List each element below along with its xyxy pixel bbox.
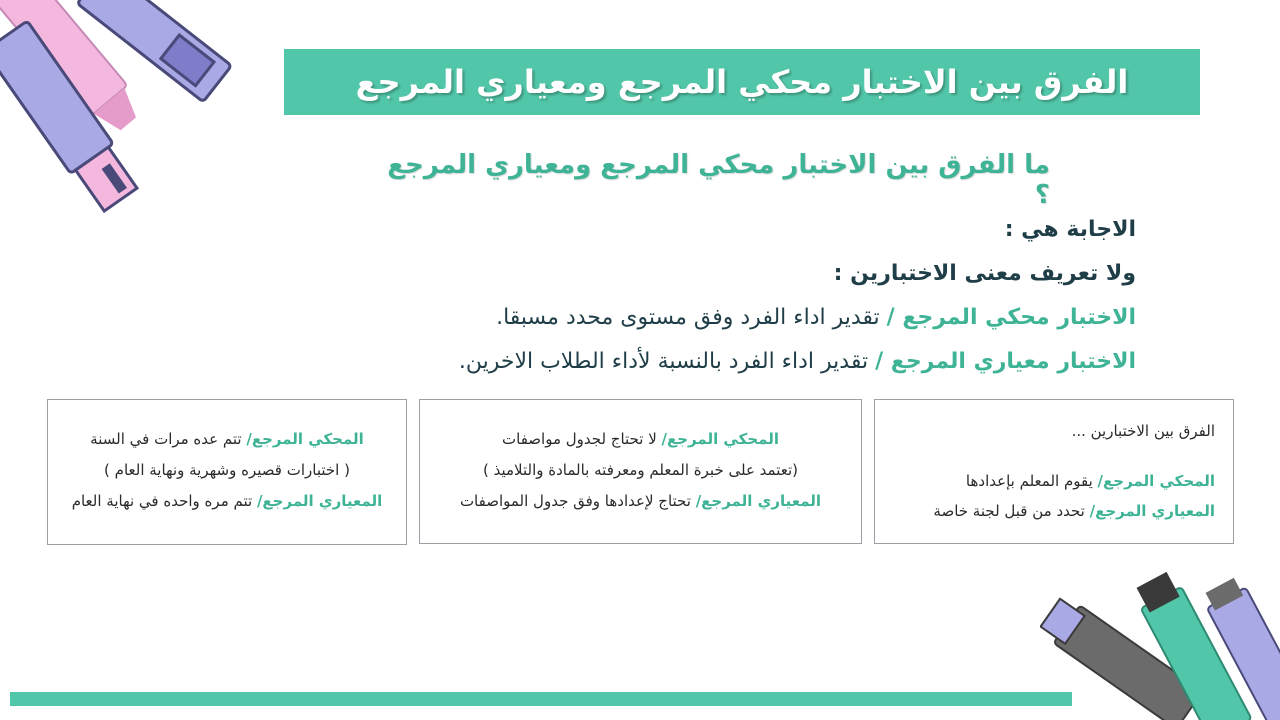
criterion-text: تقدير اداء الفرد وفق مستوى محدد مسبقا.: [496, 305, 887, 330]
card-heading: الفرق بين الاختبارين ...: [1071, 422, 1215, 440]
card-line-text: تحتاج لإعدادها وفق جدول المواصفات: [459, 492, 696, 510]
card-line-text: تتم مره واحده في نهاية العام: [71, 492, 257, 510]
norm-text: تقدير اداء الفرد بالنسبة لأداء الطلاب الاخرين.: [458, 349, 876, 374]
criterion-label: الاختبار محكي المرجع /: [886, 305, 1136, 330]
difference-card-specifications: [419, 399, 862, 544]
card-line-text: لا تحتاج لجدول مواصفات: [502, 430, 662, 448]
highlighter-markers-top-left: [0, 0, 260, 220]
highlighter-markers-bottom-right: [1040, 560, 1280, 720]
card-line-label: المحكي المرجع/: [661, 430, 779, 448]
title-banner: [284, 49, 1200, 115]
card-line-label: المحكي المرجع/: [1097, 472, 1215, 490]
card-line: [48, 424, 406, 455]
bottom-accent-bar: [10, 692, 1072, 706]
answer-intro: الاجابة هي :: [1004, 217, 1136, 242]
card-line-label: المعياري المرجع/: [1089, 502, 1215, 520]
card-line: [48, 486, 406, 517]
card-line-text: يقوم المعلم بإعدادها: [965, 472, 1098, 490]
card-line: [875, 466, 1215, 496]
norm-definition: [300, 340, 1136, 384]
card-line: (تعتمد على خبرة المعلم ومعرفته بالمادة والتلاميذ ): [482, 461, 799, 479]
card-line-text: تتم عده مرات في السنة: [90, 430, 247, 448]
criterion-definition: [300, 296, 1136, 340]
card-line-label: المحكي المرجع/: [246, 430, 364, 448]
card-line-label: المعياري المرجع/: [256, 492, 383, 510]
difference-card-frequency: [47, 399, 407, 545]
card-line-label: المعياري المرجع/: [695, 492, 822, 510]
answer-block: [300, 208, 1136, 384]
card-line: [875, 496, 1215, 526]
difference-card-preparation: [874, 399, 1234, 544]
question-heading: ما الفرق بين الاختبار محكي المرجع ومعياري المرجع ؟: [387, 150, 1050, 210]
page-title: الفرق بين الاختبار محكي المرجع ومعياري المرجع: [355, 63, 1129, 101]
card-line: [420, 486, 861, 517]
card-line: [420, 424, 861, 455]
card-line: ( اختبارات قصيره وشهرية ونهاية العام ): [104, 461, 350, 479]
norm-label: الاختبار معياري المرجع /: [875, 349, 1136, 374]
definitions-intro: ولا تعريف معنى الاختبارين :: [833, 261, 1136, 286]
card-line-text: تحدد من قبل لجنة خاصة: [933, 502, 1090, 520]
